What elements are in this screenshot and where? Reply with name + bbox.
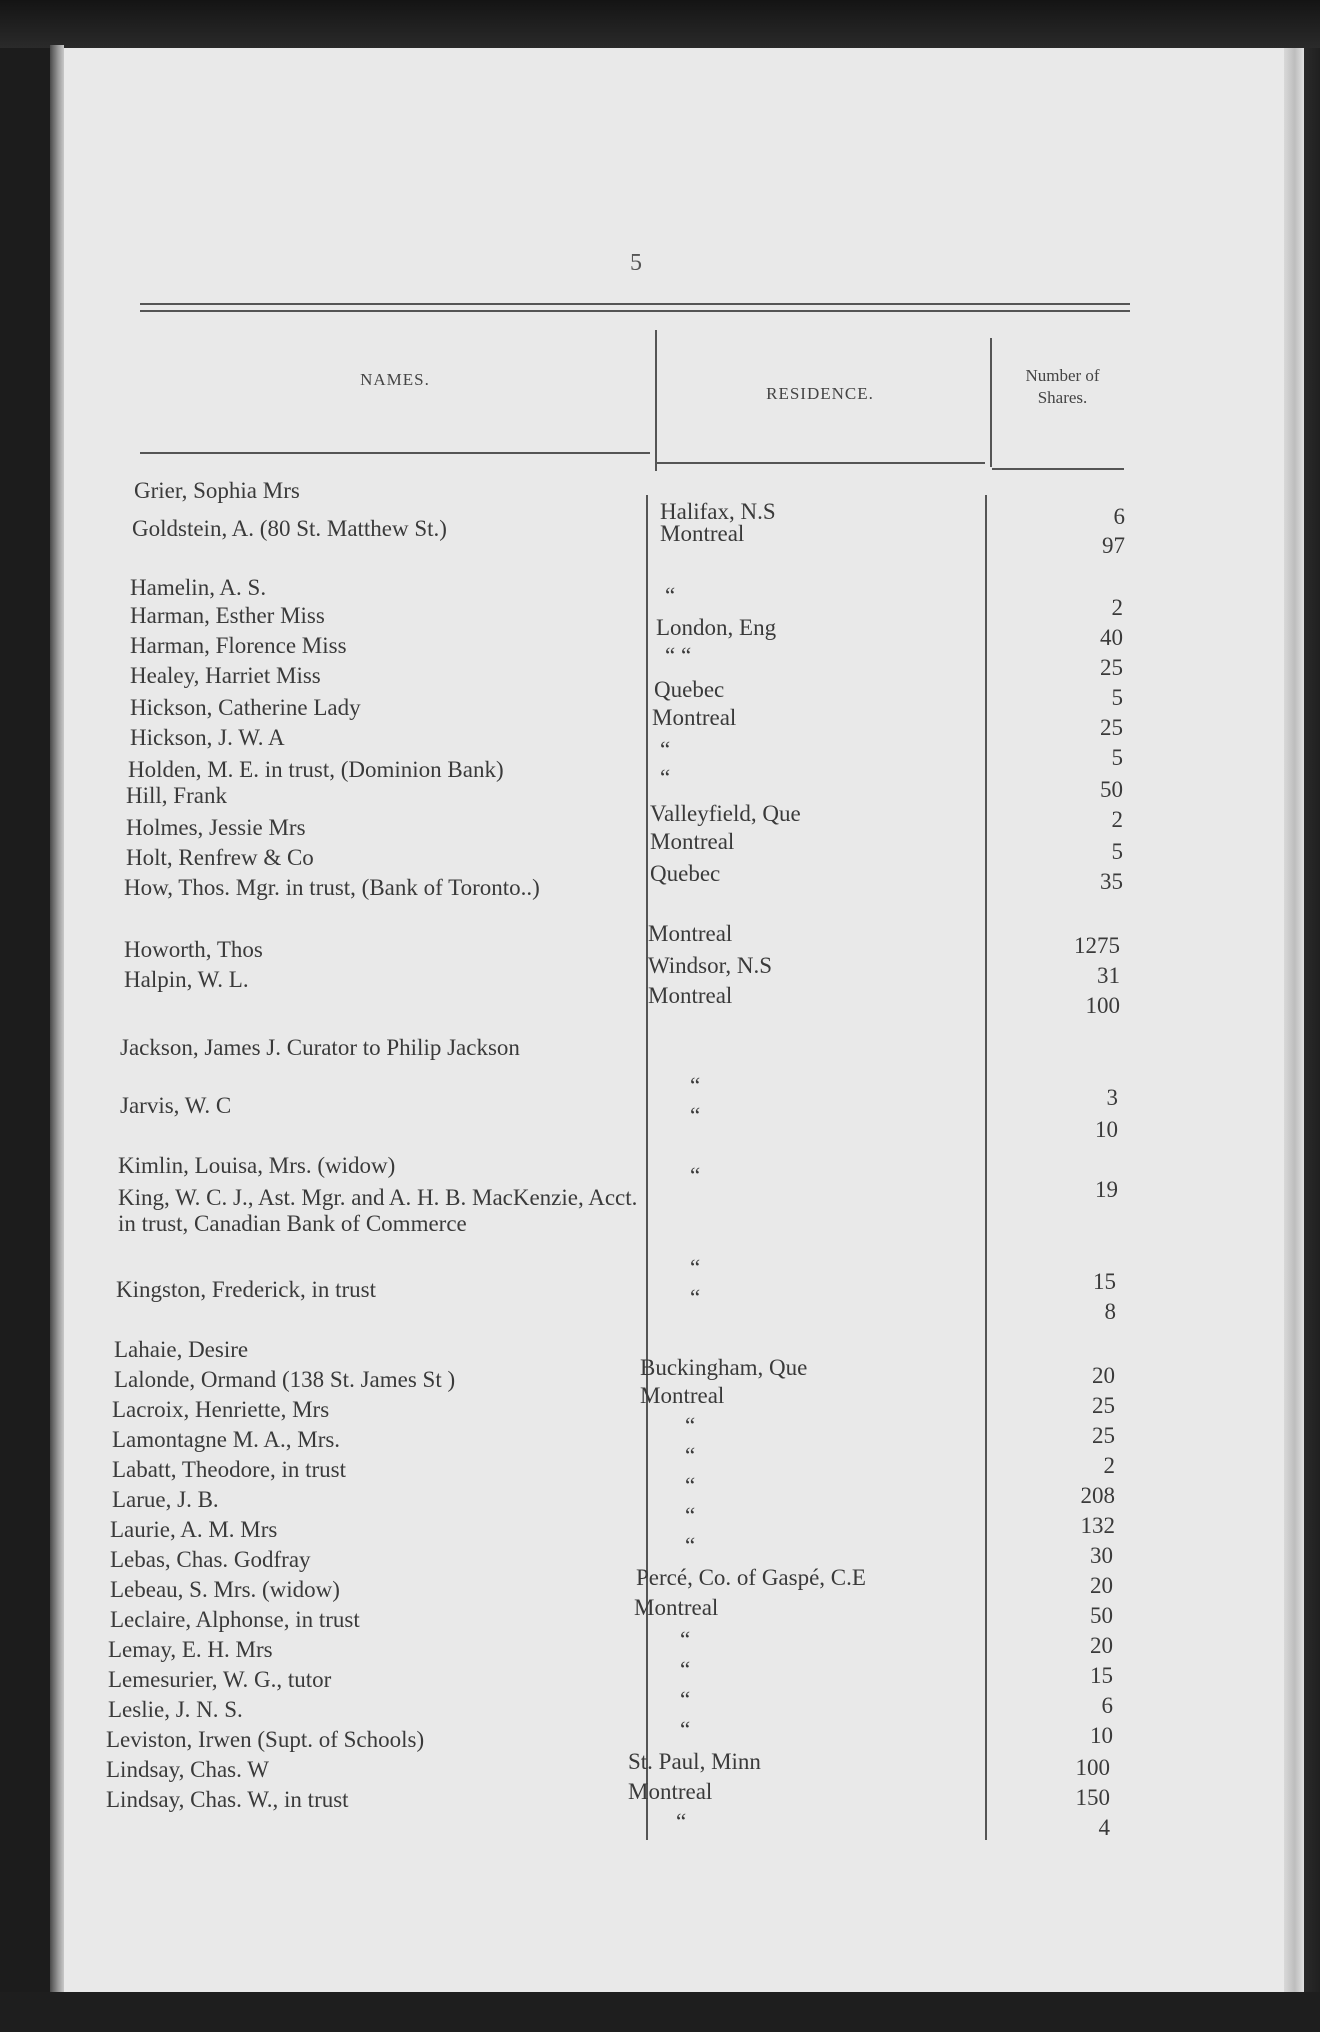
name-cell: Lemay, E. H. Mrs	[108, 1637, 273, 1662]
shares-cell: 20	[1092, 1363, 1115, 1388]
residence-cell: “	[680, 1687, 691, 1712]
name-cell: Halpin, W. L.	[124, 967, 249, 992]
shares-cell: 10	[1095, 1117, 1118, 1142]
residence-cell: Montreal	[628, 1779, 713, 1804]
name-cell: Hickson, Catherine Lady	[130, 695, 361, 720]
shares-cell: 25	[1100, 715, 1123, 740]
name-cell: Hamelin, A. S.	[130, 575, 267, 600]
shares-cell: 8	[1104, 1299, 1116, 1324]
shares-cell: 5	[1111, 839, 1123, 864]
name-cell: Kingston, Frederick, in trust	[116, 1277, 376, 1302]
residence-cell: “	[690, 1103, 701, 1128]
name-cell: Healey, Harriet Miss	[130, 663, 321, 688]
name-cell: Kimlin, Louisa, Mrs. (widow)	[118, 1153, 396, 1178]
page-edge	[1284, 48, 1320, 1992]
shares-cell: 40	[1100, 625, 1123, 650]
shares-cell: 150	[1075, 1785, 1110, 1810]
shares-cell: 25	[1092, 1393, 1115, 1418]
residence-cell: “	[685, 1473, 696, 1498]
name-cell: Holt, Renfrew & Co	[126, 845, 314, 870]
column-divider-2	[990, 338, 992, 467]
residence-cell: “	[690, 1073, 701, 1098]
name-cell: Howorth, Thos	[124, 937, 263, 962]
residence-cell: “	[680, 1627, 691, 1652]
scan-bottom-border	[0, 1992, 1320, 2032]
residence-cell: London, Eng	[656, 615, 777, 640]
shares-cell: 3	[1106, 1085, 1118, 1110]
name-cell: Hill, Frank	[126, 783, 227, 808]
shares-cell: 2	[1111, 807, 1123, 832]
name-cell: Leclaire, Alphonse, in trust	[110, 1607, 360, 1632]
header-rule-residence	[655, 462, 985, 464]
name-cell: Lebas, Chas. Godfray	[110, 1547, 311, 1572]
name-cell: Goldstein, A. (80 St. Matthew St.)	[132, 516, 447, 541]
name-cell: Lahaie, Desire	[114, 1337, 249, 1362]
residence-cell: Montreal	[648, 921, 733, 946]
residence-cell: Windsor, N.S	[648, 953, 773, 978]
shares-cell: 50	[1100, 777, 1123, 802]
residence-cell: “	[690, 1285, 701, 1310]
shares-cell: 2	[1103, 1453, 1115, 1478]
shares-cell: 15	[1090, 1663, 1113, 1688]
residence-cell: Montreal	[660, 521, 745, 546]
residence-cell: St. Paul, Minn	[628, 1749, 761, 1774]
header-names: NAMES.	[360, 370, 430, 389]
name-cell: Leslie, J. N. S.	[108, 1697, 243, 1722]
shares-cell: 1275	[1074, 933, 1120, 958]
residence-cell: Halifax, N.S	[660, 499, 776, 524]
shares-cell: 35	[1100, 869, 1123, 894]
page-number: 5	[630, 250, 642, 276]
residence-cell: “	[660, 737, 671, 762]
name-cell: Lindsay, Chas. W., in trust	[106, 1787, 349, 1812]
residence-cell: Montreal	[640, 1383, 725, 1408]
header-rule-shares	[992, 468, 1124, 470]
name-cell: Lemesurier, W. G., tutor	[108, 1667, 332, 1692]
name-cell: Lalonde, Ormand (138 St. James St )	[114, 1367, 456, 1392]
shares-cell: 31	[1097, 963, 1120, 988]
name-cell: Lebeau, S. Mrs. (widow)	[110, 1577, 340, 1602]
residence-cell: Montreal	[648, 983, 733, 1008]
name-cell: Jarvis, W. C	[120, 1093, 232, 1118]
residence-cell: “	[660, 765, 671, 790]
shares-cell: 20	[1090, 1633, 1113, 1658]
residence-cell: “	[676, 1809, 687, 1834]
header-rule-names	[140, 452, 650, 454]
name-cell: Lacroix, Henriette, Mrs	[112, 1397, 330, 1422]
shares-cell: 20	[1090, 1573, 1113, 1598]
residence-cell: “ “	[665, 643, 692, 668]
column-divider-1-body	[646, 495, 648, 1840]
shares-cell: 6	[1113, 504, 1125, 529]
shares-cell: 50	[1090, 1603, 1113, 1628]
shares-cell: 100	[1075, 1755, 1110, 1780]
header-double-rule	[140, 303, 1130, 312]
residence-cell: Montreal	[634, 1595, 719, 1620]
residence-cell: Buckingham, Que	[640, 1355, 808, 1380]
name-cell: Grier, Sophia Mrs	[134, 478, 300, 503]
header-residence: RESIDENCE.	[766, 384, 874, 403]
name-cell: Holmes, Jessie Mrs	[126, 815, 306, 840]
header-shares: Number of Shares.	[1025, 366, 1100, 407]
shares-cell: 5	[1111, 685, 1123, 710]
shares-cell: 97	[1102, 533, 1125, 558]
residence-cell: “	[665, 583, 676, 608]
residence-cell: “	[690, 1163, 701, 1188]
shares-cell: 25	[1100, 655, 1123, 680]
residence-cell: Quebec	[654, 677, 725, 702]
residence-cell: “	[690, 1255, 701, 1280]
name-cell: Larue, J. B.	[112, 1487, 219, 1512]
shares-cell: 25	[1092, 1423, 1115, 1448]
residence-cell: “	[680, 1717, 691, 1742]
shares-cell: 132	[1080, 1513, 1115, 1538]
column-divider-2-body	[985, 495, 987, 1840]
name-cell: Hickson, J. W. A	[130, 725, 285, 750]
residence-cell: Montreal	[650, 829, 735, 854]
residence-cell: “	[685, 1443, 696, 1468]
shares-cell: 5	[1111, 745, 1123, 770]
shares-cell: 10	[1090, 1723, 1113, 1748]
name-cell: Laurie, A. M. Mrs	[110, 1517, 278, 1542]
name-cell: Leviston, Irwen (Supt. of Schools)	[106, 1727, 425, 1752]
residence-cell: “	[685, 1533, 696, 1558]
name-cell: Lamontagne M. A., Mrs.	[112, 1427, 341, 1452]
shares-cell: 2	[1111, 595, 1123, 620]
name-cell: Harman, Florence Miss	[130, 633, 347, 658]
residence-cell: Montreal	[652, 705, 737, 730]
shares-cell: 6	[1101, 1693, 1113, 1718]
shares-cell: 15	[1093, 1269, 1116, 1294]
column-divider-1	[655, 330, 657, 471]
residence-cell: Percé, Co. of Gaspé, C.E	[636, 1565, 866, 1590]
name-cell: King, W. C. J., Ast. Mgr. and A. H. B. MacKenzie, Acct. in trust, Canadian Bank of Commerce	[118, 1185, 638, 1236]
residence-cell: Valleyfield, Que	[650, 801, 801, 826]
scan-top-border	[0, 0, 1320, 48]
shares-cell: 208	[1080, 1483, 1115, 1508]
name-cell: Jackson, James J. Curator to Philip Jackson	[120, 1035, 520, 1060]
name-cell: Harman, Esther Miss	[130, 603, 325, 628]
name-cell: Labatt, Theodore, in trust	[112, 1457, 346, 1482]
shares-cell: 30	[1090, 1543, 1113, 1568]
residence-cell: “	[680, 1657, 691, 1682]
shares-cell: 4	[1098, 1815, 1110, 1840]
shares-cell: 19	[1095, 1177, 1118, 1202]
name-cell: Holden, M. E. in trust, (Dominion Bank)	[128, 757, 504, 782]
residence-cell: Quebec	[650, 861, 721, 886]
name-cell: Lindsay, Chas. W	[106, 1757, 269, 1782]
shares-cell: 100	[1085, 993, 1120, 1018]
residence-cell: “	[685, 1413, 696, 1438]
residence-cell: “	[685, 1503, 696, 1528]
name-cell: How, Thos. Mgr. in trust, (Bank of Toronto..)	[124, 875, 540, 900]
book-spine	[50, 45, 64, 1995]
